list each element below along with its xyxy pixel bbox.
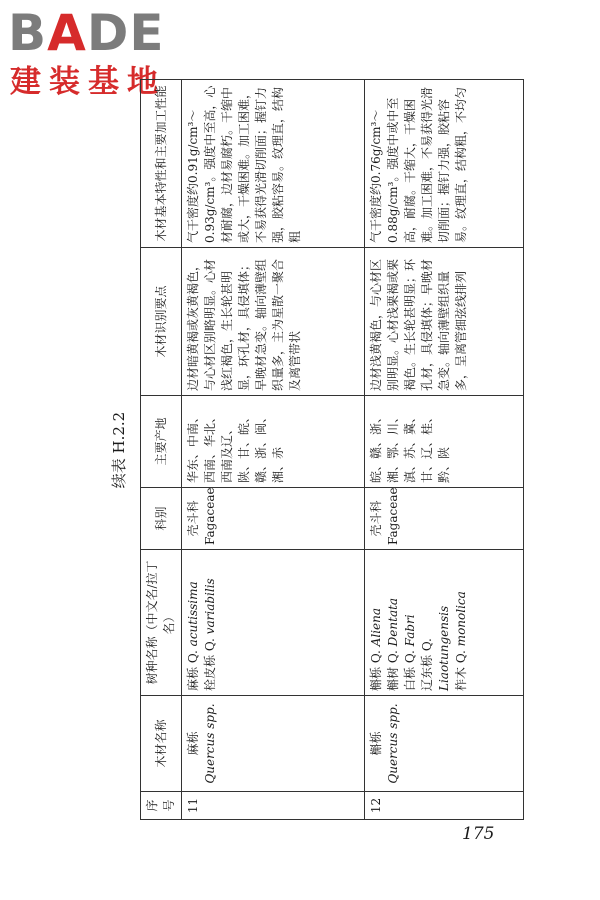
species-entry: 槲栎 Q. Aliena <box>369 607 384 691</box>
family-cell <box>365 488 524 550</box>
origin-cell: 皖、赣、浙、湘、鄂、川、滇、苏、冀、甘、辽、桂、黔、陕 <box>365 396 524 488</box>
row-no: 12 <box>365 792 524 820</box>
species-entry: 栓皮栎 Q. variabilis <box>203 578 217 691</box>
species-entry: 麻栎 Q. acutissima <box>186 581 200 691</box>
header-properties: 木材基本特性和主要加工性能 <box>141 80 182 248</box>
header-origin: 主要产地 <box>141 396 182 488</box>
logo-wordmark: BADE <box>8 4 165 62</box>
page-number: 175 <box>462 824 495 844</box>
properties-cell: 气干密度约0.91g/cm³～0.93g/cm³。强度中至高，心材耐腐，边材易腐朽。干缩中或大，干燥困难。加工困难，不易获得光滑切削面；握钉力强，胶粘容易。纹理直，结构粗 <box>182 80 365 248</box>
family-cn: 壳斗科 <box>186 500 200 537</box>
rotated-page-content <box>104 80 524 820</box>
origin-cell: 华东、中南、西南、华北、西南及辽、陕、甘、皖、赣、浙、闽、湘、赤 <box>182 396 365 488</box>
wood-name-cn: 槲栎 <box>369 731 384 756</box>
wood-spec-table <box>140 79 524 820</box>
properties-cell: 气干密度约0.76g/cm³～0.88g/cm³。强度中或中至高，耐腐。干缩大，干燥困难。加工困难，不易获得光滑切削面；握钉力强，胶粘容易。纹理直，结构粗，不均匀 <box>365 80 524 248</box>
wood-name-cell <box>182 696 365 792</box>
family-latin: Fagaceae <box>386 487 401 545</box>
wood-name-cell <box>365 696 524 792</box>
species-entry: 白栎 Q. Fabri <box>403 614 418 691</box>
identification-cell: 边材暗黄褐或灰黄褐色，与心材区别略明显。心材浅红褐色，生长轮甚明显，环孔材，具侵填体；早晚材急变。轴向薄壁组织量多，主为星散一聚合及离管带状 <box>182 248 365 396</box>
wood-name-latin: Quercus spp. <box>203 703 217 784</box>
wood-name-latin: Quercus spp. <box>386 703 401 784</box>
logo-subtitle: 建装基地 <box>10 64 166 100</box>
header-no: 序号 <box>141 792 182 820</box>
species-entry: 槲树 Q. Dentata <box>386 597 401 691</box>
table-row <box>182 80 365 820</box>
table-header-row <box>141 80 182 820</box>
header-species: 树种名称（中文名/拉丁名） <box>141 550 182 696</box>
family-cn: 壳斗科 <box>369 500 384 537</box>
row-no: 11 <box>182 792 365 820</box>
wood-name-cn: 麻栎 <box>186 731 200 756</box>
species-entry: 柞木 Q. monolica <box>454 591 469 691</box>
species-entry: 辽东栎 Q. Liaotungensis <box>420 605 452 691</box>
header-family: 科别 <box>141 488 182 550</box>
identification-cell: 边材浅黄褐色，与心材区别明显。心材浅栗褐或栗褐色。生长轮甚明显；环孔材，具侵填体；早晚材急变。轴向薄壁组织量多，呈离管细弦线排列 <box>365 248 524 396</box>
table-caption: 续表 H.2.2 <box>110 411 128 489</box>
species-cell <box>182 550 365 696</box>
header-wood-name: 木材名称 <box>141 696 182 792</box>
family-cell <box>182 488 365 550</box>
family-latin: Fagaceae <box>203 487 217 545</box>
header-identification: 木材识别要点 <box>141 248 182 396</box>
species-cell <box>365 550 524 696</box>
table-row <box>365 80 524 820</box>
